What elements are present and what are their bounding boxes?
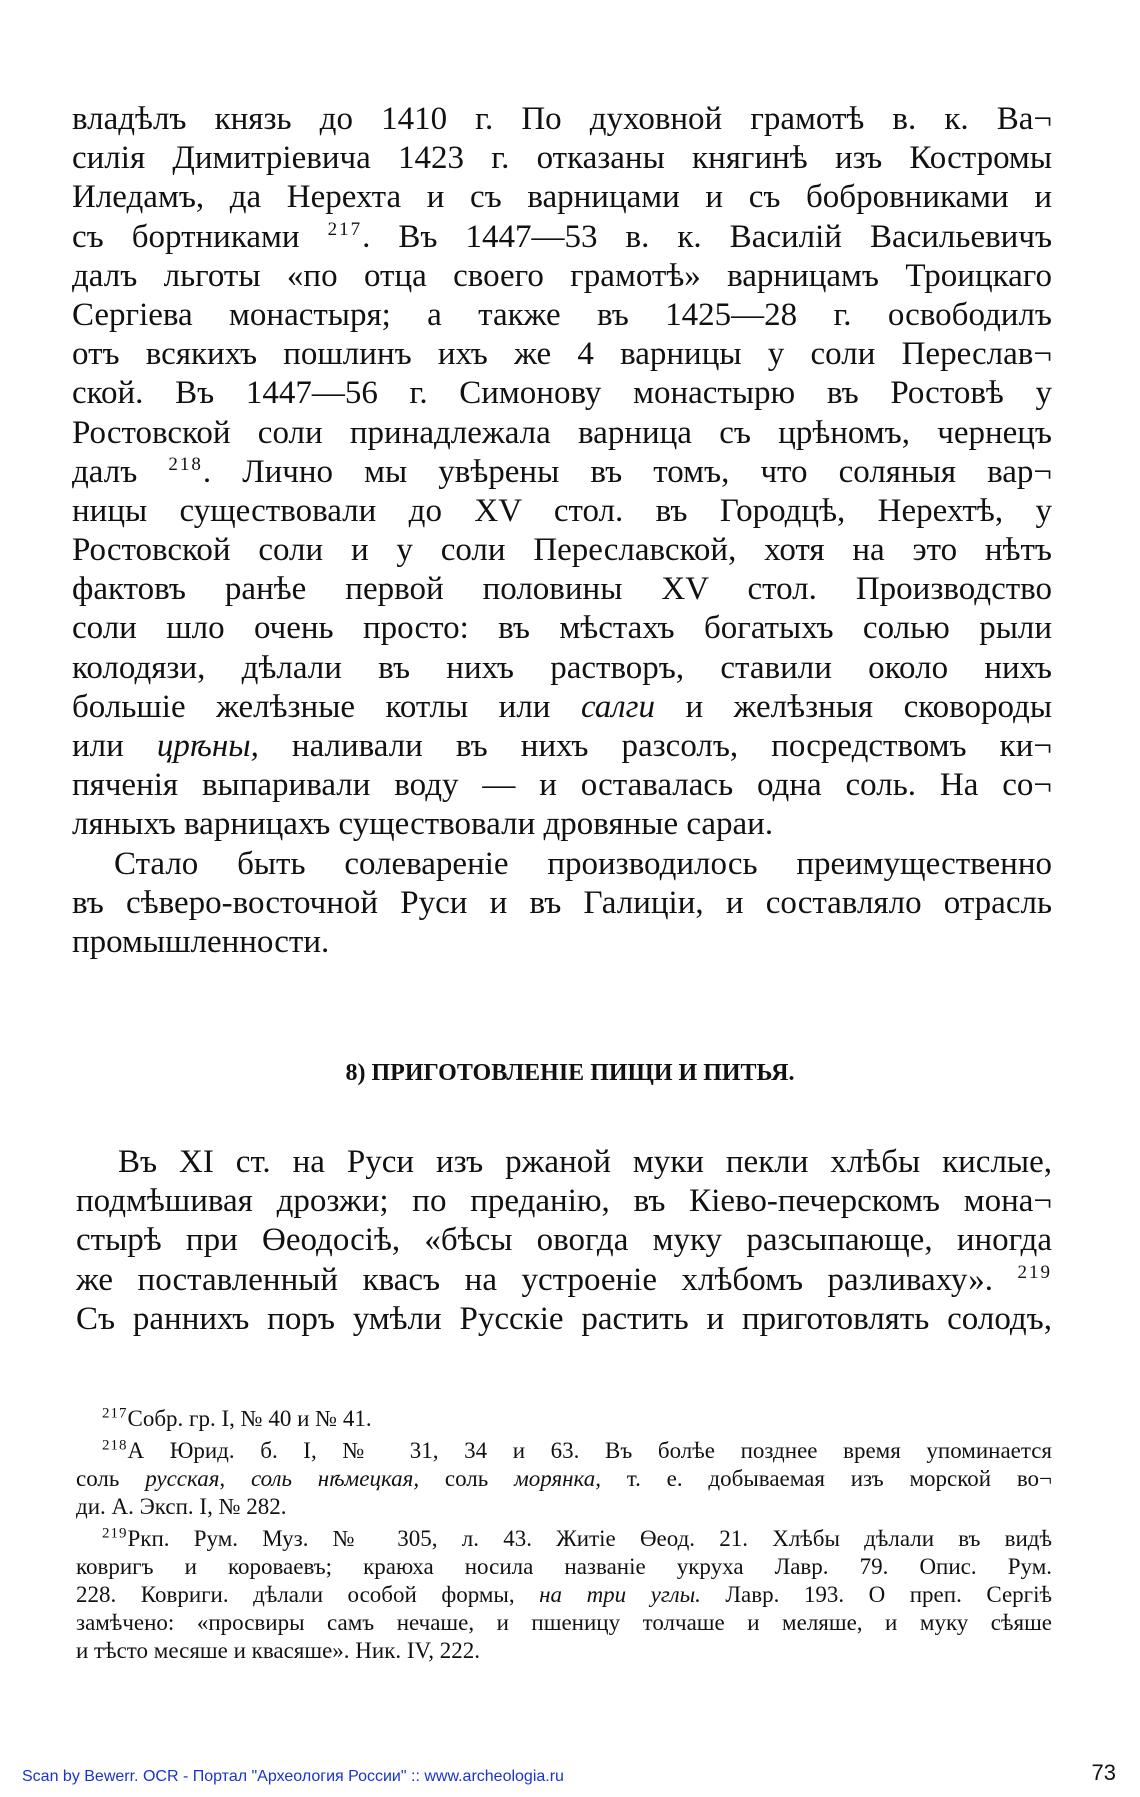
italic-term: црѣны, bbox=[156, 728, 259, 764]
footnote-number: 217 bbox=[102, 1405, 128, 1422]
text-line: владѣлъ князь до 1410 г. По духовной грамотѣ в. к. Ва¬ bbox=[72, 101, 1052, 137]
text-line: Ростовской соли и у соли Переславской, хотя на это нѣтъ bbox=[72, 532, 1052, 569]
footnote-219: $^{219}$Ркп. Рум. Муз. № 305, л. 43. Житіе Өеод. 21. Хлѣбы дѣлали въ видѣ bbox=[102, 1525, 1052, 1551]
text-line: подмѣшивая дрозжи; по преданію, въ Кіево-печерскомъ мона¬ bbox=[76, 1183, 1052, 1220]
text-line: соли шло очень просто: въ мѣстахъ богатыхъ солью рыли bbox=[72, 610, 1052, 647]
text-line: ницы существовали до XV стол. въ Городцѣ, Нерехтѣ, у bbox=[72, 492, 1052, 529]
text-line: пяченія выпаривали воду — и оставалась одна соль. На со¬ bbox=[72, 767, 1052, 804]
text-line: Ростовской соли принадлежала варница съ црѣномъ, чернецъ bbox=[72, 414, 1052, 451]
text-line: Иледамъ, да Нерехта и съ варницами и съ бобровниками и bbox=[72, 179, 1052, 216]
footnotes bbox=[76, 1405, 1052, 1665]
text-line: въ сѣверо-восточной Руси и въ Галиціи, и составляло отрасль bbox=[72, 884, 1052, 921]
text-line: ской. Въ 1447—56 г. Симонову монастырю въ Ростовѣ у bbox=[72, 375, 1052, 412]
footnote-line: 228. Ковриги. дѣлали особой формы, на три углы. Лавр. 193. О преп. Сергіѣ bbox=[76, 1582, 1052, 1607]
footnote-number: 218 bbox=[102, 1437, 128, 1454]
text-line: фактовъ ранѣе первой половины XV стол. Производство bbox=[72, 571, 1052, 608]
text-line: же поставленный квасъ на устроеніе хлѣбомъ разливаху». $^{219}$ bbox=[76, 1261, 1052, 1298]
text-line: промышленности. bbox=[72, 923, 330, 960]
text-line: Въ XI ст. на Руси изъ ржаной муки пекли хлѣбы кислые, bbox=[118, 1144, 1052, 1180]
main-text bbox=[72, 100, 1052, 962]
text-line: далъ $^{218}$. Лично мы увѣрены въ томъ, что соляныя вар¬ bbox=[72, 453, 1052, 490]
footnote-line: ковригъ и короваевъ; краюха носила названіе укруха Лавр. 79. Опис. Рум. bbox=[76, 1554, 1052, 1579]
text-line: съ бортниками $^{217}$. Въ 1447—53 в. к. Василій Васильевичъ bbox=[72, 218, 1053, 255]
text-line: силія Димитріевича 1423 г. отказаны княгинѣ изъ Костромы bbox=[72, 140, 1052, 177]
text-line: далъ льготы «по отца своего грамотѣ» варницамъ Троицкаго bbox=[72, 257, 1052, 294]
text-line: Сергіева монастыря; а также въ 1425—28 г. освободилъ bbox=[72, 296, 1052, 333]
text-line: стырѣ при Өеодосіѣ, «бѣсы овогда муку разсыпающе, иногда bbox=[76, 1222, 1052, 1259]
page-number: 73 bbox=[1091, 1760, 1116, 1785]
footnote-line: соль русская, соль нѣмецкая, соль морянка, т. е. добываемая изъ морской во¬ bbox=[76, 1466, 1053, 1491]
footnote-217: $^{217}$Собр. гр. I, № 40 и № 41. bbox=[102, 1405, 372, 1431]
footnote-line: и тѣсто месяше и квасяше». Ник. IV, 222. bbox=[76, 1638, 480, 1663]
section-heading: 8) ПРИГОТОВЛЕНІЕ ПИЩИ И ПИТЬЯ. bbox=[345, 1060, 795, 1086]
footnote-ref-218: 218 bbox=[168, 453, 203, 475]
text-line: ляныхъ варницахъ существовали дровяные сараи. bbox=[72, 806, 774, 843]
text-line: или црѣны, наливали въ нихъ разсолъ, посредствомъ ки¬ bbox=[72, 728, 1052, 764]
footnote-ref-217: 217 bbox=[327, 218, 363, 240]
footnote-line: ди. А. Эксп. I, № 282. bbox=[76, 1494, 287, 1519]
italic-term: салги bbox=[580, 688, 656, 725]
text-line: Стало быть солевареніе производилось преимущественно bbox=[114, 845, 1052, 882]
text-line: колодязи, дѣлали въ нихъ растворъ, ставили около нихъ bbox=[72, 649, 1052, 686]
text-line: Съ раннихъ поръ умѣли Русскіе растить и приготовлять солодъ, bbox=[76, 1300, 1052, 1337]
footnote-line: замѣчено: «просвиры самъ нечаше, и пшеницу толчаше и меляше, и муку сѣяше bbox=[76, 1610, 1052, 1635]
section-text bbox=[76, 1143, 1052, 1339]
scan-credit: Scan by Bewerr. OCR - Портал "Археология России" :: www.archeologia.ru bbox=[22, 1768, 564, 1785]
footnote-number: 219 bbox=[102, 1525, 128, 1542]
footnote-ref-219: 219 bbox=[1017, 1261, 1052, 1283]
text-line: большіе желѣзные котлы или салги и желѣзныя сковороды bbox=[72, 688, 1052, 725]
text-line: отъ всякихъ пошлинъ ихъ же 4 варницы у соли Переслав¬ bbox=[72, 336, 1052, 373]
footnote-218: $^{218}$А Юрид. б. I, № 31, 34 и 63. Въ болѣе позднее время упоминается bbox=[102, 1437, 1052, 1463]
